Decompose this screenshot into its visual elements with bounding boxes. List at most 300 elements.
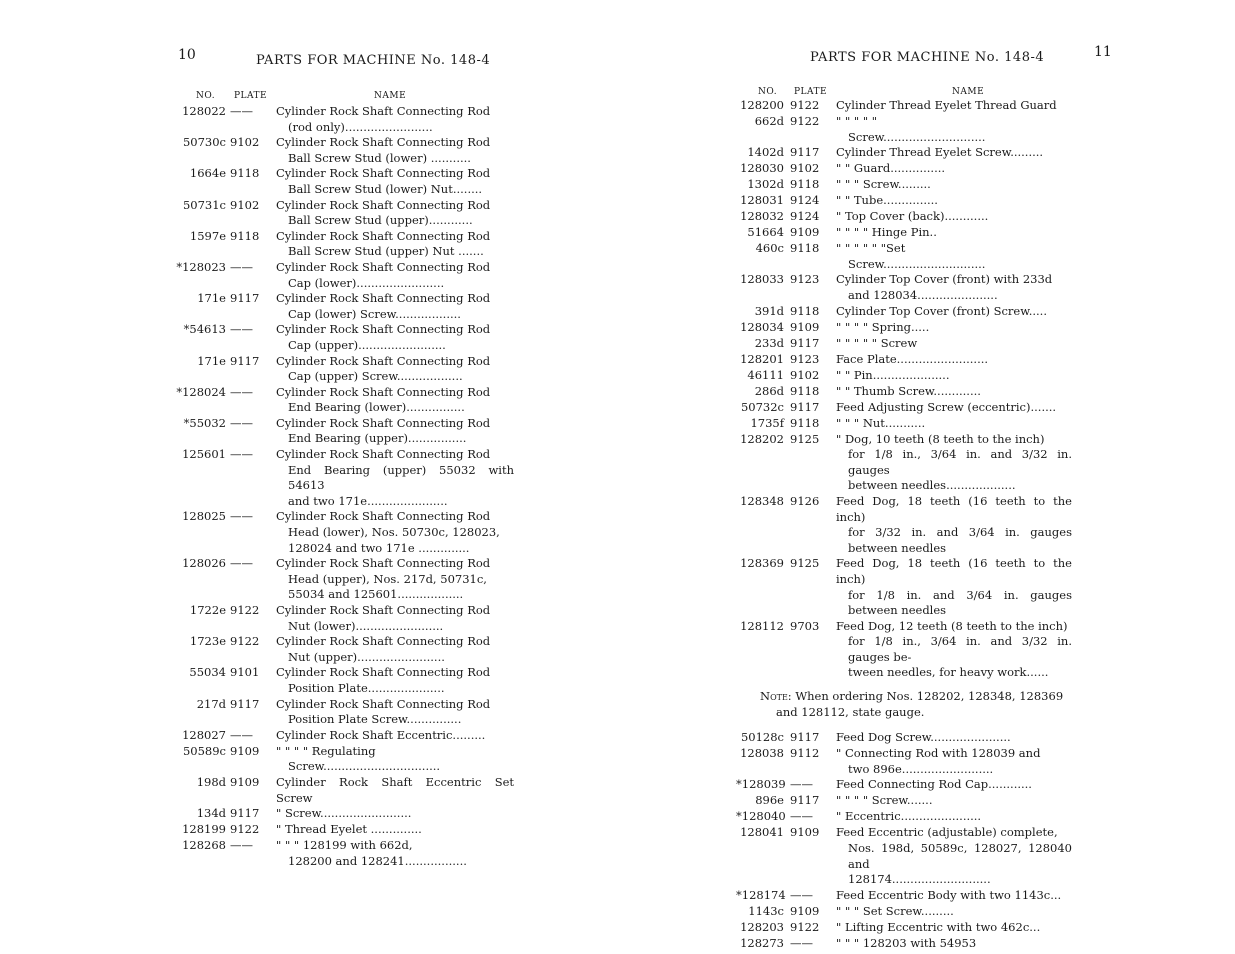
plate-number: 9117 [790,399,820,414]
ordering-note [760,689,1072,720]
part-name-cell [836,904,1072,920]
part-number: 1402d [747,145,784,160]
plate-number: 9124 [790,209,820,224]
table-row [172,447,514,509]
part-name-continuation: Nos. 198d, 50589c, 128027, 128040 and [848,841,1072,871]
part-name-cell [836,209,1072,225]
part-name: " " Thumb Screw............. [836,383,981,398]
part-name: " " " " " "Set [836,241,906,256]
part-name-cell [276,198,514,229]
plate-number: 9118 [790,303,820,318]
plate-number: —— [790,887,813,902]
table-row [172,135,514,166]
part-number: 128031 [740,193,784,208]
part-name: Cylinder Rock Shaft Connecting Rod [276,197,491,212]
part-number: 1597e [189,228,226,243]
part-number: 128202 [740,431,784,446]
part-name-cell [836,619,1072,681]
plate-number: 9125 [790,556,820,571]
table-row [172,322,514,353]
table-row [172,806,514,822]
part-name-cell [276,509,514,556]
part-name-continuation: (rod only)........................ [288,119,433,134]
part-number: 1723e [189,634,226,649]
part-name: " Eccentric...................... [836,809,982,824]
plate-number: 9123 [790,272,820,287]
table-row [736,98,1072,114]
part-name-continuation: 128200 and 128241................. [288,853,467,868]
plate-number: 9118 [230,166,260,181]
header-no: NO. [196,91,216,101]
part-name-cell [836,746,1072,777]
part-name-cell [276,806,514,822]
part-name-cell [836,145,1072,161]
part-name: " " " 128203 with 54953 [836,935,977,950]
part-name-continuation: Ball Screw Stud (upper) Nut ....... [288,244,484,259]
table-row [736,825,1072,887]
part-name: Cylinder Rock Shaft Connecting Rod [276,104,491,118]
part-number: 662d [754,114,784,128]
part-name-cell [276,556,514,603]
part-number: 1722e [189,603,226,617]
part-name-cell [276,447,514,509]
part-name-cell [836,494,1072,556]
part-name-cell [836,177,1072,193]
plate-number: —— [230,727,253,742]
part-number: 198d [196,774,226,789]
part-name-continuation: for 1/8 in. and 3/64 in. gauges between needles [848,587,1072,618]
part-name-cell [276,291,514,322]
part-name: " " " " Regulating [276,743,376,758]
part-name: " Screw......................... [276,806,412,821]
table-row [172,509,514,556]
part-name-cell [836,114,1072,145]
running-head: PARTS FOR MACHINE No. 148-4 [810,50,1045,65]
part-name: Cylinder Rock Shaft Connecting Rod [276,353,491,368]
part-number: *128040 [736,809,786,824]
part-number: 128199 [182,822,226,837]
table-row [172,822,514,838]
part-name: " " " Screw......... [836,177,931,192]
plate-number: 9109 [230,774,260,789]
part-name: Cylinder Rock Shaft Connecting Rod [276,696,491,711]
page-number: 10 [178,47,196,63]
part-number: 128273 [740,935,784,950]
part-number: 1735f [750,415,784,430]
part-number: 128034 [740,319,784,334]
part-name-cell [276,385,514,416]
part-number: 217d [196,696,226,711]
plate-number: 9122 [790,98,820,112]
plate-number: —— [230,104,253,118]
table-row [172,166,514,197]
table-row [172,104,514,135]
part-name-cell [836,400,1072,416]
plate-number: 9118 [790,383,820,398]
table-row [736,225,1072,241]
part-number: 171e [197,291,226,306]
plate-number: 9117 [790,730,820,745]
part-name: Feed Connecting Rod Cap............ [836,777,1032,792]
page-number: 11 [1094,44,1112,60]
part-name: Cylinder Rock Shaft Connecting Rod [276,135,491,150]
part-name-continuation: and two 171e...................... [288,493,448,508]
part-name-cell [276,229,514,260]
part-name-cell [276,697,514,728]
part-number: 50589c [182,743,226,758]
part-number: 128027 [182,727,226,742]
part-number: 128200 [740,98,784,112]
part-name: Feed Adjusting Screw (eccentric)....... [836,399,1057,414]
part-name-continuation: Screw................................ [288,759,441,774]
part-name-continuation: tween needles, for heavy work...... [848,665,1049,680]
table-row [172,354,514,385]
part-name-continuation: Cap (lower) Screw.................. [288,306,461,321]
part-number: 128112 [740,618,784,633]
part-name: Cylinder Top Cover (front) with 233d [836,272,1053,287]
plate-number: 9102 [790,161,820,176]
plate-number: 9123 [790,351,820,366]
part-number: 50730c [182,135,226,150]
plate-number: 9117 [790,145,820,160]
table-row [736,416,1072,432]
part-name: " " Pin..................... [836,367,950,382]
part-name-cell [836,920,1072,936]
part-name-cell [276,416,514,447]
part-name: " " " Set Screw......... [836,903,954,918]
parts-list [172,104,514,869]
part-name-continuation: Cap (upper)........................ [288,337,446,352]
plate-number: —— [230,259,253,274]
part-name-cell [836,98,1072,114]
part-name-cell [276,665,514,696]
part-number: 51664 [747,225,784,240]
part-number: 171e [197,353,226,368]
part-name-continuation: 128024 and two 171e .............. [288,540,470,555]
plate-number: —— [230,838,253,853]
part-name-continuation: End Bearing (upper) 55032 with 54613 [288,462,514,493]
part-name: " " " " Screw....... [836,793,933,808]
part-number: 128041 [740,825,784,840]
part-name-cell [276,634,514,665]
part-name: Cylinder Rock Shaft Connecting Rod [276,603,491,617]
part-name-continuation: Ball Screw Stud (upper)............ [288,213,473,228]
plate-number: —— [230,384,253,399]
plate-number: 9102 [790,367,820,382]
part-name-continuation: for 1/8 in., 3/64 in. and 3/32 in. gauges be- [848,634,1072,664]
part-name: Cylinder Thread Eyelet Screw......... [836,145,1044,160]
part-number: 286d [754,383,784,398]
table-row [736,209,1072,225]
part-number: 128022 [182,104,226,118]
part-name-cell [836,336,1072,352]
plate-number: 9109 [790,903,820,918]
part-name-continuation: 128174........................... [848,872,991,887]
part-name-continuation: Position Plate Screw............... [288,712,462,727]
plate-number: 9117 [230,291,260,306]
header-plate: PLATE [794,87,828,97]
part-name-cell [276,104,514,135]
part-name-cell [836,241,1072,272]
table-row [736,368,1072,384]
part-number: *128024 [176,384,226,399]
part-number: 1143c [748,903,784,918]
part-name-cell [836,432,1072,494]
plate-number: 9118 [790,415,820,430]
part-name-cell [836,193,1072,209]
part-name-continuation: for 1/8 in., 3/64 in. and 3/32 in. gauges [848,447,1072,477]
part-name-continuation: 55034 and 125601.................. [288,587,464,602]
table-row [172,416,514,447]
table-row [736,888,1072,904]
part-name-cell [836,793,1072,809]
part-number: 128025 [182,509,226,524]
part-name-cell [836,730,1072,746]
part-name-cell [276,775,514,806]
plate-number: 9124 [790,193,820,208]
part-name-cell [276,838,514,869]
part-name: " Top Cover (back)............ [836,209,989,224]
plate-number: 9109 [790,319,820,334]
plate-number: 9112 [790,746,820,761]
part-name: " Connecting Rod with 128039 and [836,746,1041,761]
table-row [172,603,514,634]
table-row [736,936,1072,952]
part-name: " " " " Hinge Pin.. [836,225,937,240]
plate-number: 9122 [790,114,820,128]
part-number: 128268 [182,838,226,853]
right-page [618,0,1235,954]
header-no: NO. [758,87,778,97]
part-name: " " " 128199 with 662d, [276,838,413,853]
plate-number: 9117 [790,335,820,350]
part-name: " " Guard............... [836,161,946,176]
plate-number: 9126 [790,493,820,508]
part-number: 460c [755,241,784,256]
plate-number: 9122 [790,919,820,934]
part-name: Feed Dog, 18 teeth (16 teeth to the inch) [836,556,1072,586]
part-number: 128348 [740,493,784,508]
part-number: 128026 [182,556,226,571]
table-row [172,838,514,869]
plate-number: 9122 [230,634,260,649]
parts-list [736,98,1072,952]
plate-number: 9109 [230,743,260,758]
table-row [736,352,1072,368]
table-row [172,556,514,603]
table-row [736,777,1072,793]
part-name-cell [836,161,1072,177]
part-name: Cylinder Rock Shaft Connecting Rod [276,634,491,649]
table-row [736,730,1072,746]
part-name-cell [836,777,1072,793]
table-row [736,304,1072,320]
plate-number: 9118 [790,177,820,192]
part-name: Feed Eccentric (adjustable) complete, [836,825,1058,840]
plate-number: —— [790,809,813,824]
table-row [172,634,514,665]
part-name: Cylinder Rock Shaft Eccentric......... [276,727,486,742]
table-row [736,193,1072,209]
table-row [172,775,514,806]
plate-number: 9117 [790,793,820,808]
part-number: 391d [754,303,784,318]
part-name: Face Plate......................... [836,351,989,366]
part-name-cell [276,135,514,166]
part-name-continuation: End Bearing (lower)................ [288,400,465,415]
part-name-cell [836,384,1072,400]
part-number: 128203 [740,919,784,934]
table-row [172,744,514,775]
part-number: 128201 [740,351,784,366]
part-name-continuation: Cap (upper) Screw.................. [288,369,463,384]
part-number: 128032 [740,209,784,224]
part-name: Cylinder Top Cover (front) Screw..... [836,303,1047,318]
part-name-continuation: two 896e......................... [848,761,994,776]
part-name: Cylinder Rock Shaft Connecting Rod [276,447,491,462]
part-name: Cylinder Thread Eyelet Thread Guard [836,98,1057,112]
table-row [736,432,1072,494]
part-name-continuation: for 3/32 in. and 3/64 in. gauges between needles [848,525,1072,555]
part-name-cell [276,822,514,838]
plate-number: 9125 [790,431,820,446]
plate-number: —— [230,447,253,462]
table-row [736,336,1072,352]
table-row [736,272,1072,303]
part-name-cell [836,368,1072,384]
plate-number: —— [230,556,253,571]
part-name: Cylinder Rock Shaft Eccentric Set Screw [276,774,514,805]
part-name-continuation: Cap (lower)........................ [288,275,445,290]
plate-number: 9102 [230,135,260,150]
part-name-continuation: Nut (lower)........................ [288,618,444,633]
part-name: " " " " " [836,114,878,128]
table-row [736,494,1072,556]
part-number: *54613 [183,322,226,337]
plate-number: 9118 [790,241,820,256]
part-name: Cylinder Rock Shaft Connecting Rod [276,665,491,680]
table-row [172,697,514,728]
part-number: 1664e [189,166,226,181]
table-row [172,260,514,291]
part-name-continuation: and 128034...................... [848,287,998,302]
header-name: NAME [374,91,407,101]
part-number: *128174 [736,887,786,902]
plate-number: 9703 [790,618,820,633]
table-row [172,291,514,322]
table-row [736,809,1072,825]
part-name-cell [276,260,514,291]
table-row [736,177,1072,193]
plate-number: 9122 [230,822,260,837]
part-number: 50732c [740,399,784,414]
part-name: " " " " " Screw [836,335,918,350]
part-name-cell [836,225,1072,241]
plate-number: —— [790,935,813,950]
part-name-continuation: Head (upper), Nos. 217d, 50731c, [288,571,487,586]
table-row [736,320,1072,336]
part-name-cell [276,322,514,353]
part-name: Cylinder Rock Shaft Connecting Rod [276,228,491,243]
part-name: " Thread Eyelet .............. [276,822,422,837]
part-name: Cylinder Rock Shaft Connecting Rod [276,509,491,524]
note-text-cont: and 128112, state gauge. [776,704,925,719]
running-head: PARTS FOR MACHINE No. 148-4 [256,53,491,68]
part-number: *55032 [183,415,226,430]
header-name: NAME [952,87,985,97]
table-row [736,793,1072,809]
part-name-cell [836,936,1072,952]
table-row [736,619,1072,681]
part-name-continuation: End Bearing (upper)................ [288,431,467,446]
table-row [172,665,514,696]
table-row [736,746,1072,777]
part-number: 50731c [182,197,226,212]
part-name-continuation: between needles................... [848,478,1016,493]
part-name: " " Tube............... [836,193,938,208]
part-name-cell [836,416,1072,432]
part-number: 128033 [740,272,784,287]
part-name-cell [836,556,1072,618]
part-number: 46111 [747,367,784,382]
plate-number: —— [230,322,253,337]
part-name-continuation: Ball Screw Stud (lower) Nut........ [288,181,483,196]
part-name-cell [836,809,1072,825]
part-number: 125601 [182,447,226,462]
table-row [736,145,1072,161]
table-row [736,161,1072,177]
part-name-cell [276,166,514,197]
plate-number: 9118 [230,228,260,243]
note-label: Note: [760,689,792,704]
part-number: *128023 [176,259,226,274]
part-name: Feed Dog, 18 teeth (16 teeth to the inch) [836,493,1072,524]
part-name-continuation: Head (lower), Nos. 50730c, 128023, [288,525,500,540]
table-row [172,728,514,744]
part-name: Cylinder Rock Shaft Connecting Rod [276,291,491,306]
table-row [172,385,514,416]
plate-number: —— [230,415,253,430]
table-row [736,920,1072,936]
part-name-cell [836,304,1072,320]
table-row [736,384,1072,400]
part-name: Cylinder Rock Shaft Connecting Rod [276,166,491,181]
plate-number: 9101 [230,665,260,680]
part-number: 128030 [740,161,784,176]
part-name-continuation: Nut (upper)........................ [288,649,445,664]
part-name-cell [276,744,514,775]
header-plate: PLATE [234,91,268,101]
part-name: " Lifting Eccentric with two 462c... [836,919,1041,934]
table-row [172,198,514,229]
part-name: " " " " Spring..... [836,319,930,334]
part-number: 50128c [740,730,784,745]
part-name: Cylinder Rock Shaft Connecting Rod [276,556,491,571]
part-name-cell [836,272,1072,303]
part-name-cell [836,825,1072,887]
part-name: Feed Dog Screw...................... [836,730,1011,745]
plate-number: 9109 [790,825,820,840]
table-row [736,904,1072,920]
table-row [736,241,1072,272]
part-name: Cylinder Rock Shaft Connecting Rod [276,384,491,399]
part-name: Feed Dog, 12 teeth (8 teeth to the inch) [836,618,1068,633]
plate-number: 9117 [230,806,260,821]
plate-number: 9102 [230,197,260,212]
part-number: *128039 [736,777,786,792]
part-name: Cylinder Rock Shaft Connecting Rod [276,322,491,337]
part-number: 128369 [740,556,784,571]
